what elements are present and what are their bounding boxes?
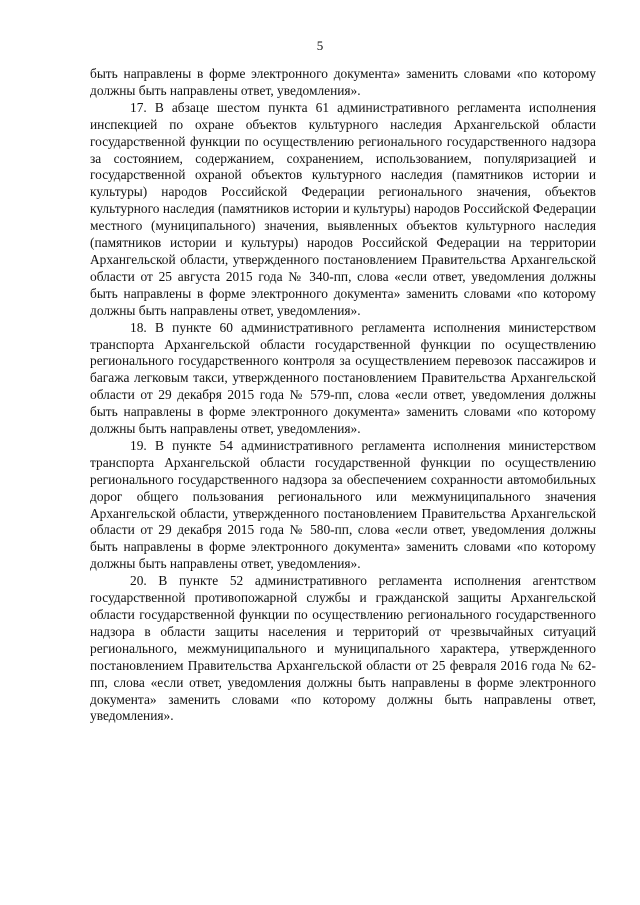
paragraph-continuation: быть направлены в форме электронного документа» заменить словами «по которому должны быть направлены ответ, уведомления». [90, 66, 596, 98]
paragraph-item-19: 19. В пункте 54 административного регламента исполнения министерством транспорта Архангельской области государственной функции по осуществлению регионального государственного надзора за обеспечением сохранности автомобильных дорог общего пользования регионального или межмуниципального значения Архангельской области, утвержденного постановлением Правительства Архангельской области от 29 декабря 2015 года № 580-пп, слова «если ответ, уведомления должны быть направлены в форме электронного документа» заменить словами «по которому должны быть направлены ответ, уведомления». [90, 437, 596, 572]
paragraph-item-18: 18. В пункте 60 административного регламента исполнения министерством транспорта Архангельской области государственной функции по осуществлению регионального государственного контроля за осуществлением перевозок пассажиров и багажа легковым такси, утвержденного постановлением Правительства Архангельской области от 29 декабря 2015 года № 579-пп, слова «если ответ, уведомления должны быть направлены в форме электронного документа» заменить словами «по которому должны быть направлены ответ, уведомления». [90, 319, 596, 437]
page-number: 5 [316, 38, 324, 53]
paragraph-item-17: 17. В абзаце шестом пункта 61 административного регламента исполнения инспекцией по охране объектов культурного наследия Архангельской области государственной функции по осуществлению регионального государственного надзора за состоянием, содержанием, сохранением, использованием, популяризацией и государственной охраной объектов культурного наследия (памятников истории и культуры) народов Российской Федерации регионального значения, объектов культурного наследия (памятников истории и культуры) народов Российской Федерации местного (муниципального) значения, выявленных объектов культурного наследия (памятников истории и культуры) народов Российской Федерации на территории Архангельской области, утвержденного постановлением Правительства Архангельской области от 25 августа 2015 года № 340-пп, слова «если ответ, уведомления должны быть направлены в форме электронного документа» заменить словами «по которому должны быть направлены ответ, уведомления». [90, 99, 596, 318]
paragraph-item-20: 20. В пункте 52 административного регламента исполнения агентством государственной противопожарной службы и гражданской защиты Архангельской области государственной функции по осуществлению регионального государственного надзора в области защиты населения и территорий от чрезвычайных ситуаций регионального, межмуниципального и муниципального характера, утвержденного постановлением Правительства Архангельской области от 25 февраля 2016 года № 62-пп, слова «если ответ, уведомления должны быть направлены в форме электронного документа» заменить словами «по которому должны быть направлены ответ, уведомления». [90, 573, 596, 724]
document-body [90, 66, 596, 725]
